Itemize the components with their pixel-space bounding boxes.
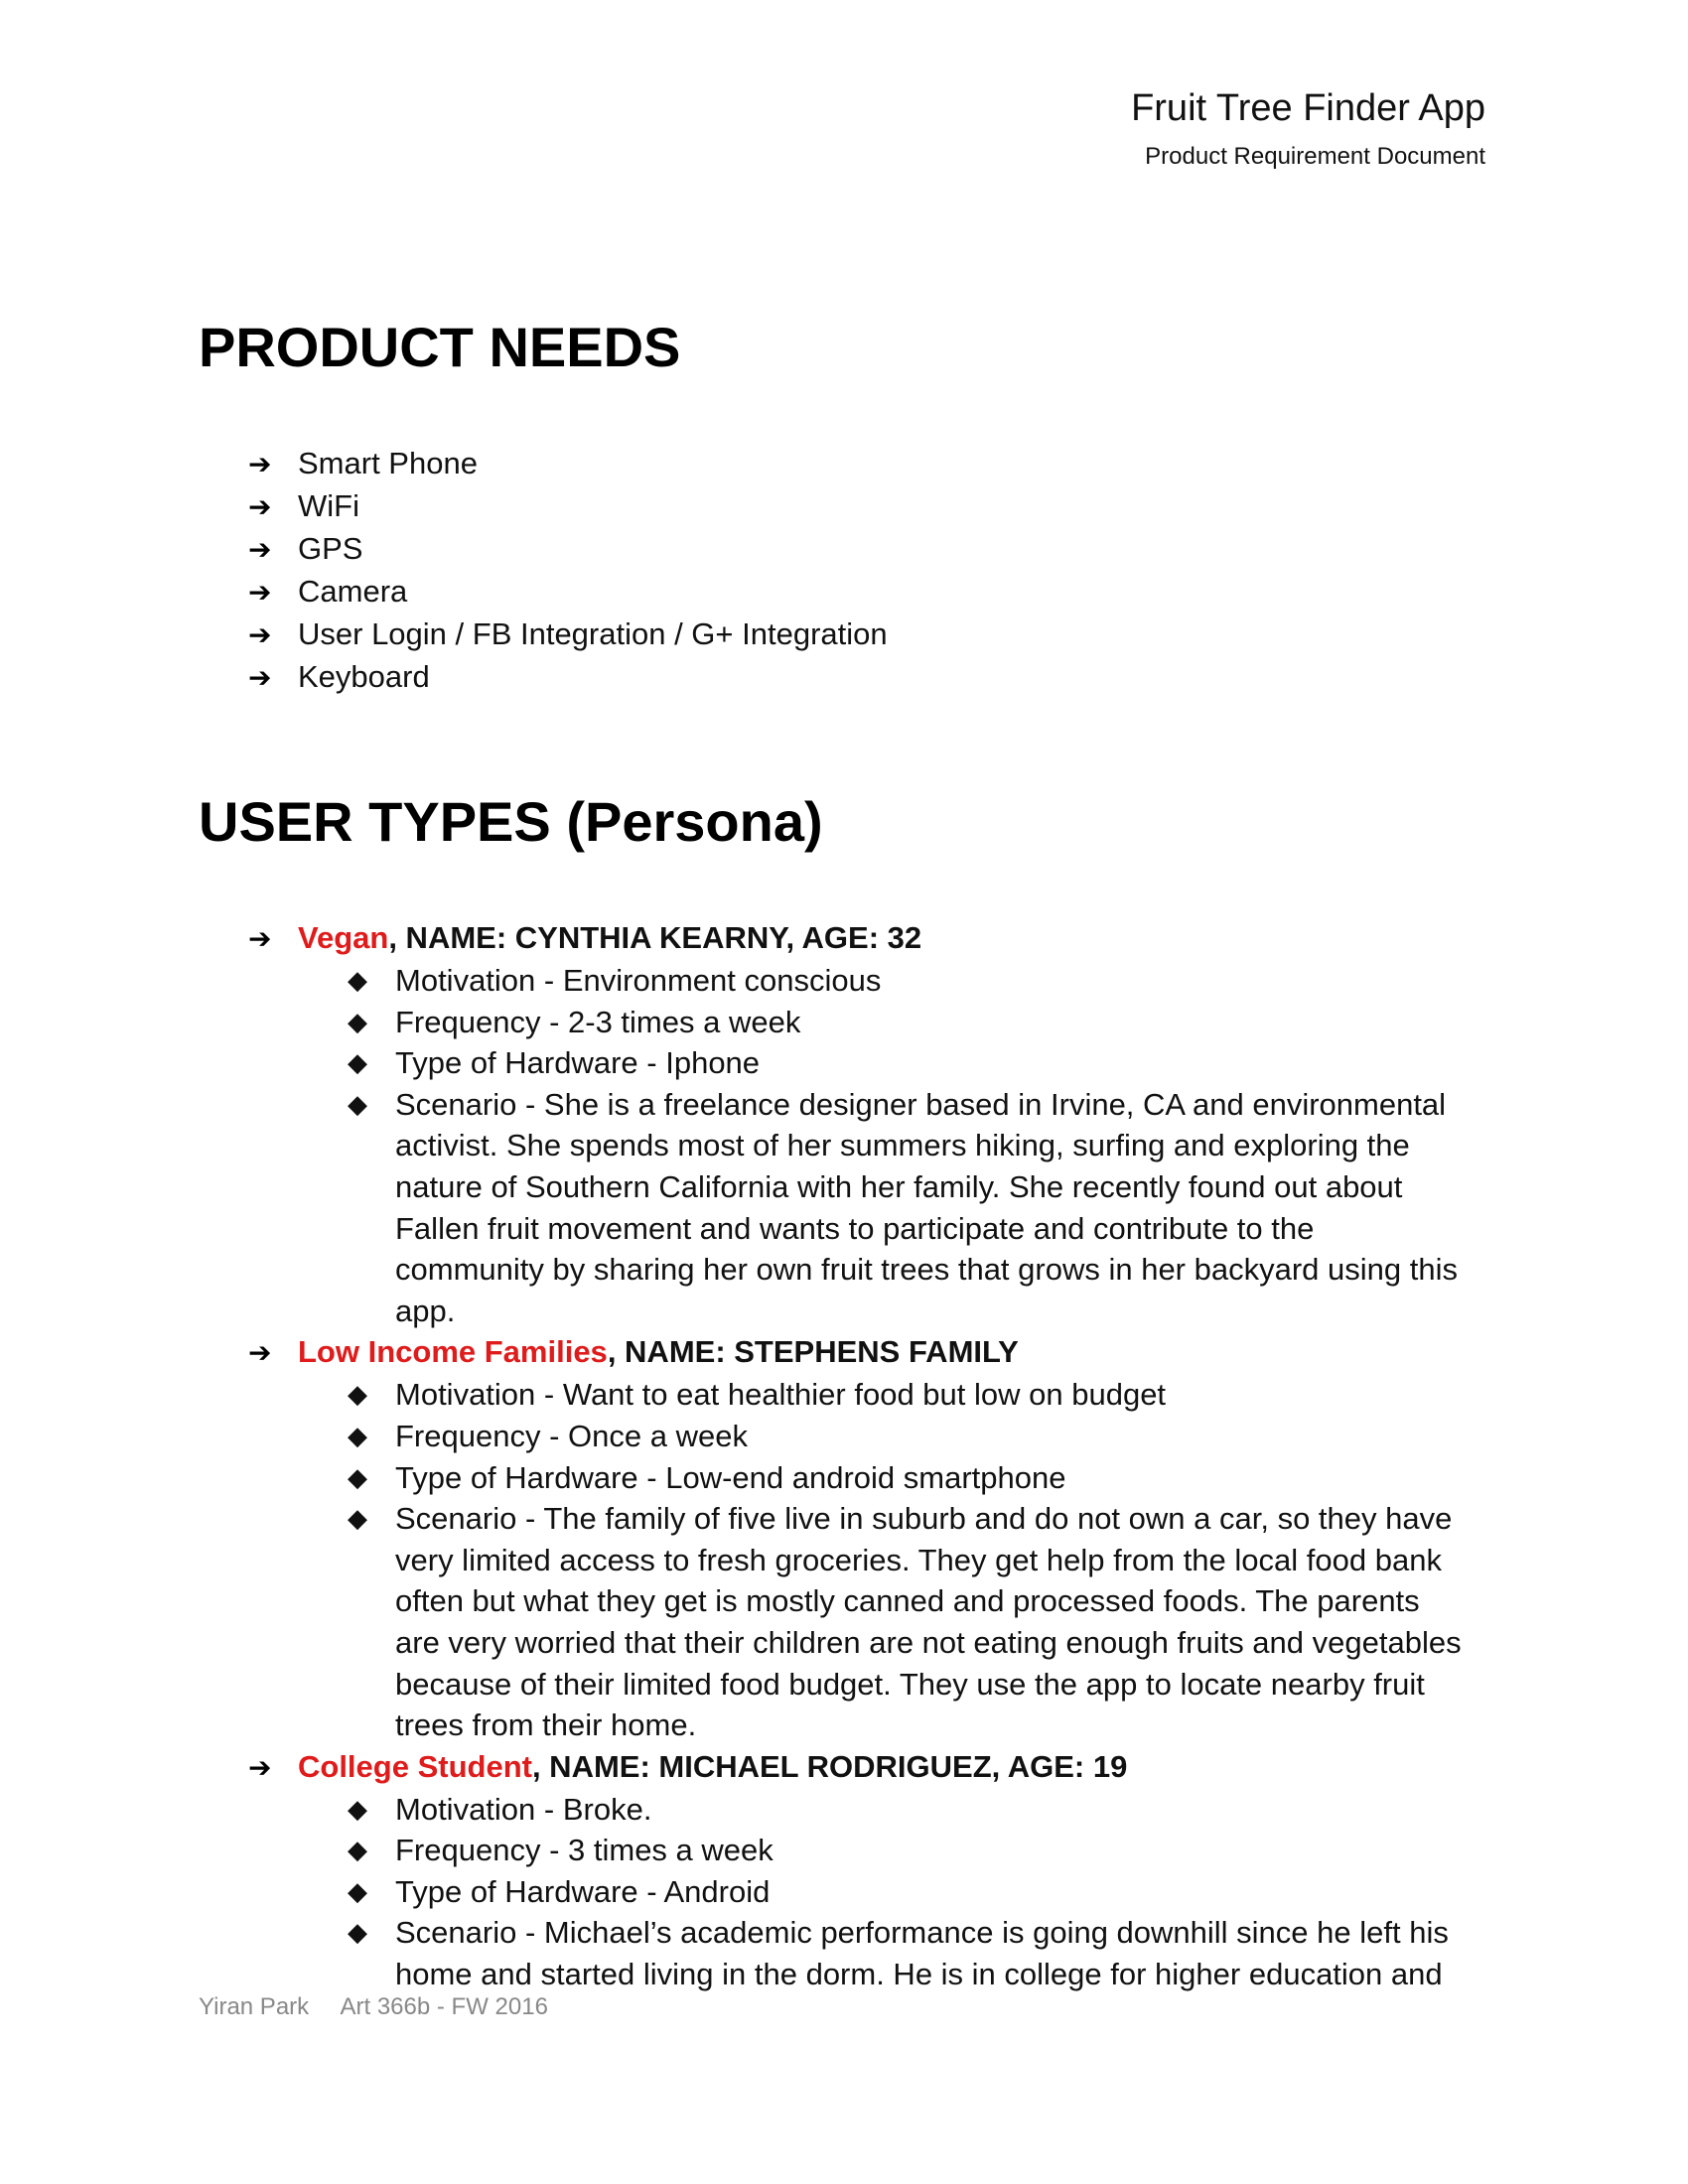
- diamond-icon: ◆: [348, 1088, 367, 1119]
- persona-low-income-families: [248, 1331, 1489, 1745]
- persona-details: [248, 960, 1489, 1331]
- list-item-label: Keyboard: [298, 659, 430, 694]
- detail-text: Scenario - Michael’s academic performance is going downhill since he left his home and started living in the dorm. He is in college for higher education and: [395, 1915, 1449, 1992]
- diamond-icon: ◆: [348, 1875, 367, 1906]
- right-arrow-icon: ➔: [248, 449, 272, 479]
- detail-text: Type of Hardware - Iphone: [395, 1045, 761, 1081]
- list-item: [248, 614, 888, 656]
- persona-type: Vegan: [298, 920, 389, 955]
- diamond-icon: ◆: [348, 1503, 367, 1534]
- right-arrow-icon: ➔: [248, 923, 272, 954]
- persona-heading: [248, 1331, 1489, 1374]
- document-title: Fruit Tree Finder App: [1131, 87, 1485, 129]
- persona-name: , NAME: STEPHENS FAMILY: [607, 1334, 1019, 1370]
- persona-name: , NAME: CYNTHIA KEARNY, AGE: 32: [388, 920, 922, 955]
- list-item: [348, 1002, 1489, 1043]
- list-item: [348, 1789, 1489, 1831]
- persona-name: , NAME: MICHAEL RODRIGUEZ, AGE: 19: [531, 1748, 1128, 1784]
- detail-text: Type of Hardware - Low-end android smartphone: [395, 1459, 1066, 1495]
- user-types-heading: USER TYPES (Persona): [199, 790, 823, 853]
- list-item-label: Smart Phone: [298, 446, 478, 480]
- right-arrow-icon: ➔: [248, 1337, 272, 1369]
- right-arrow-icon: ➔: [248, 619, 272, 650]
- list-item: [348, 1830, 1489, 1871]
- detail-text: Scenario - The family of five live in suburb and do not own a car, so they have very limited access to fresh groceries. They get help from the local food bank often but what they get is mostly canned and processed foods. The parents are very worried that their children are not eating enough fruits and vegetables because of their limited food budget. They use the app to locate nearby fruit trees from their home.: [395, 1501, 1462, 1743]
- list-item: [248, 656, 888, 699]
- list-item: [248, 571, 888, 614]
- persona-college-student: [248, 1746, 1489, 1995]
- product-needs-list: [248, 443, 888, 699]
- list-item: [348, 1084, 1489, 1332]
- document-header: [1131, 85, 1485, 173]
- persona-vegan: [248, 917, 1489, 1331]
- diamond-icon: ◆: [348, 1420, 367, 1450]
- persona-heading: [248, 917, 1489, 960]
- right-arrow-icon: ➔: [248, 577, 272, 608]
- diamond-icon: ◆: [348, 1006, 367, 1036]
- list-item-label: WiFi: [298, 488, 359, 523]
- page-footer: [199, 1993, 574, 2021]
- list-item-label: User Login / FB Integration / G+ Integration: [298, 616, 888, 651]
- detail-text: Type of Hardware - Android: [395, 1873, 771, 1909]
- diamond-icon: ◆: [348, 1835, 367, 1865]
- diamond-icon: ◆: [348, 1461, 367, 1492]
- persona-type: College Student: [298, 1748, 532, 1784]
- list-item: [348, 1416, 1489, 1457]
- detail-text: Motivation - Environment conscious: [395, 963, 882, 998]
- persona-details: [248, 1374, 1489, 1745]
- product-needs-heading: PRODUCT NEEDS: [199, 316, 681, 378]
- persona-heading: [248, 1746, 1489, 1789]
- list-item: [248, 443, 888, 485]
- persona-type: Low Income Families: [298, 1334, 608, 1370]
- list-item: [348, 1871, 1489, 1913]
- list-item: [348, 1042, 1489, 1084]
- list-item: [348, 1457, 1489, 1499]
- list-item: [348, 960, 1489, 1002]
- diamond-icon: ◆: [348, 965, 367, 995]
- diamond-icon: ◆: [348, 1047, 367, 1078]
- footer-author: Yiran Park: [199, 1993, 310, 2020]
- detail-text: Motivation - Want to eat healthier food but low on budget: [395, 1377, 1167, 1413]
- list-item: [248, 485, 888, 528]
- persona-details: [248, 1789, 1489, 1995]
- detail-text: Frequency - 2-3 times a week: [395, 1004, 801, 1039]
- detail-text: Frequency - Once a week: [395, 1418, 748, 1453]
- list-item: [348, 1498, 1489, 1746]
- right-arrow-icon: ➔: [248, 662, 272, 693]
- footer-course: Art 366b - FW 2016: [340, 1993, 548, 2020]
- list-item: [348, 1912, 1489, 1994]
- detail-text: Scenario - She is a freelance designer based in Irvine, CA and environmental activist. She spends most of her summers hiking, surfing and exploring the nature of Southern California with her family. She recently found out about Fallen fruit movement and wants to participate and contribute to the community by sharing her own fruit trees that grows in her backyard using this app.: [395, 1086, 1458, 1328]
- detail-text: Motivation - Broke.: [395, 1791, 652, 1827]
- right-arrow-icon: ➔: [248, 1751, 272, 1783]
- list-item-label: GPS: [298, 531, 363, 566]
- document-subtitle: Product Requirement Document: [1145, 143, 1485, 170]
- diamond-icon: ◆: [348, 1917, 367, 1948]
- persona-list: [248, 917, 1489, 1995]
- diamond-icon: ◆: [348, 1379, 367, 1410]
- list-item: [348, 1374, 1489, 1416]
- detail-text: Frequency - 3 times a week: [395, 1833, 774, 1868]
- list-item: [248, 528, 888, 571]
- right-arrow-icon: ➔: [248, 534, 272, 565]
- right-arrow-icon: ➔: [248, 491, 272, 522]
- diamond-icon: ◆: [348, 1793, 367, 1824]
- list-item-label: Camera: [298, 574, 408, 609]
